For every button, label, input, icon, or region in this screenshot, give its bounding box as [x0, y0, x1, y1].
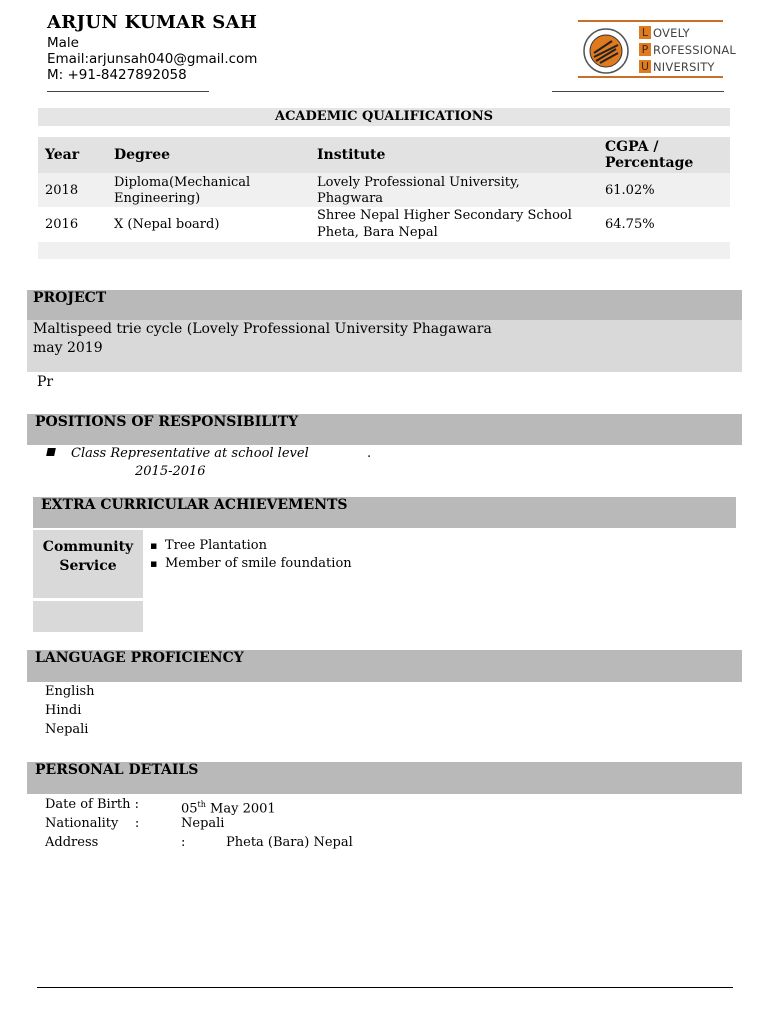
logo-bottom-bar — [578, 76, 723, 78]
cell-degree: Diploma(Mechanical — [114, 175, 251, 190]
header-degree: Degree — [114, 147, 171, 163]
academic-section-title: ACADEMIC QUALIFICATIONS — [38, 108, 730, 126]
responsibility-item: Class Representative at school level — [71, 446, 309, 461]
university-seal-icon — [582, 27, 630, 75]
email-text: Email:arjunsah040@gmail.com — [47, 51, 258, 67]
table-row-empty — [38, 242, 730, 259]
project-title: PROJECT — [33, 290, 107, 306]
responsibility-title: POSITIONS OF RESPONSIBILITY — [35, 414, 299, 430]
address-value: Pheta (Bara) Nepal — [226, 835, 353, 850]
achievement-list — [150, 537, 352, 573]
dob-label: Date of Birth : — [45, 797, 140, 812]
header-cgpa: CGPA / — [605, 139, 659, 155]
header-rule-right — [552, 91, 724, 92]
logo-word-1: OVELY — [653, 25, 690, 40]
table-row — [38, 173, 730, 207]
cell-institute-2: Pheta, Bara Nepal — [317, 225, 438, 240]
address-label: Address — [45, 835, 99, 850]
project-extra-text: Pr — [37, 374, 54, 390]
logo-top-bar — [578, 20, 723, 22]
responsibility-years: 2015-2016 — [135, 464, 206, 479]
footer-rule — [37, 987, 733, 988]
list-item: ▪ Tree Plantation — [150, 537, 352, 555]
header-institute: Institute — [317, 147, 386, 163]
cell-institute-2: Phagwara — [317, 191, 384, 206]
cell-degree-2: Engineering) — [114, 191, 201, 206]
extra-curricular-section-bar — [33, 497, 736, 528]
category-label-2: Service — [59, 558, 117, 574]
project-box — [27, 320, 742, 372]
responsibility-dot: . — [367, 446, 372, 461]
language-section-bar — [27, 650, 742, 682]
category-label-1: Community — [42, 539, 134, 555]
gender-text: Male — [47, 35, 79, 51]
dob-suffix: th — [197, 800, 206, 809]
responsibility-section-bar — [27, 414, 742, 445]
cell-institute: Lovely Professional University, — [317, 175, 520, 190]
logo-letter-2: P — [639, 43, 651, 56]
phone-clip — [47, 66, 187, 80]
logo-row-2 — [639, 42, 736, 57]
academic-table-header — [38, 137, 730, 173]
cell-score: 61.02% — [605, 183, 655, 198]
cell-year: 2018 — [45, 183, 79, 198]
header-rule-left — [47, 91, 209, 92]
project-line-2: may 2019 — [33, 340, 103, 356]
table-row — [38, 207, 730, 242]
cell-institute: Shree Nepal Higher Secondary School — [317, 208, 572, 223]
logo-word-2: ROFESSIONAL — [653, 42, 737, 57]
cell-score: 64.75% — [605, 217, 655, 232]
nationality-label: Nationality : — [45, 816, 140, 831]
language-item: Hindi — [45, 703, 82, 718]
nationality-value: Nepali — [181, 816, 225, 831]
logo-letter-3: U — [640, 60, 650, 73]
logo-row-3 — [639, 59, 715, 74]
cell-degree: X (Nepal board) — [114, 217, 220, 232]
extra-curricular-title: EXTRA CURRICULAR ACHIEVEMENTS — [41, 497, 348, 513]
logo-row-1 — [639, 25, 690, 40]
bullet-square-icon — [46, 448, 56, 456]
list-item: ▪ Member of smile foundation — [150, 555, 352, 573]
cell-year: 2016 — [45, 217, 79, 232]
language-title: LANGUAGE PROFICIENCY — [35, 650, 244, 666]
project-line-1: Maltispeed trie cycle (Lovely Professional University Phagawara — [33, 321, 492, 337]
personal-title: PERSONAL DETAILS — [35, 762, 199, 778]
logo-letter-1: L — [639, 26, 651, 39]
header-percentage: Percentage — [605, 155, 694, 171]
candidate-name: ARJUN KUMAR SAH — [47, 12, 258, 33]
phone-text: M: +91-8427892058 — [47, 67, 187, 80]
dob-day: 05 — [181, 801, 198, 817]
header-year: Year — [45, 147, 80, 163]
dob-rest: May 2001 — [205, 801, 276, 817]
category-cell-empty — [33, 601, 143, 632]
language-item: Nepali — [45, 722, 89, 737]
address-colon: : — [181, 835, 186, 850]
category-cell — [33, 530, 143, 598]
personal-section-bar — [27, 762, 742, 794]
project-section-bar — [27, 290, 742, 320]
logo-word-3: NIVERSITY — [653, 59, 715, 74]
language-item: English — [45, 684, 95, 699]
